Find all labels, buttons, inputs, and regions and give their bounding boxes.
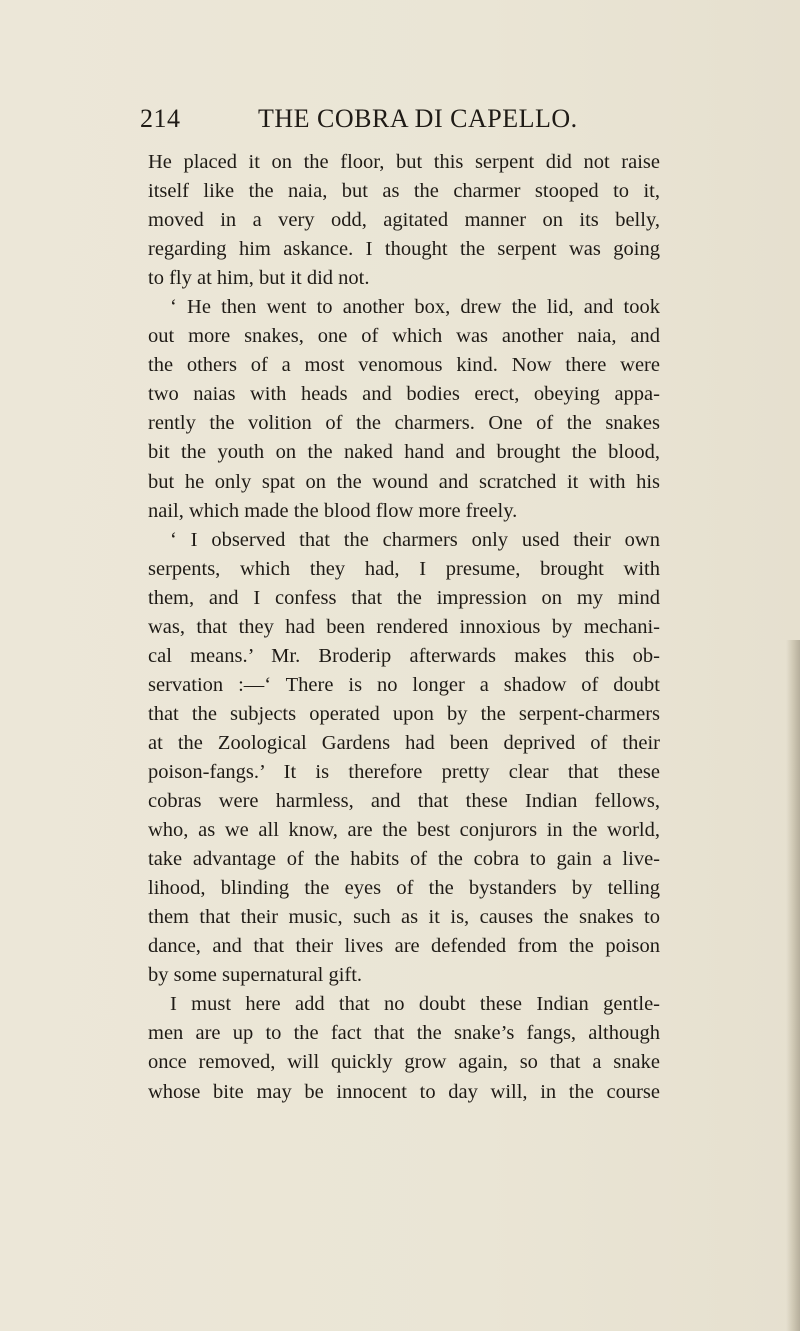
text-line: cobras were harmless, and that these Indian fellows,	[148, 790, 660, 813]
text-line: out more snakes, one of which was another naia, and	[148, 325, 660, 348]
text-line: who, as we all know, are the best conjurors in the world,	[148, 819, 660, 842]
text-line: regarding him askance. I thought the serpent was going	[148, 238, 660, 261]
text-line: but he only spat on the wound and scratched it with his	[148, 470, 660, 493]
text-line: nail, which made the blood flow more freely.	[148, 499, 518, 522]
running-title: THE COBRA DI CAPELLO.	[258, 104, 578, 133]
page-number: 214	[140, 104, 181, 133]
text-line: two naias with heads and bodies erect, obeying appa-	[148, 383, 660, 406]
text-line: I must here add that no doubt these Indian gentle-	[170, 993, 660, 1016]
text-line: cal means.’ Mr. Broderip afterwards makes this ob-	[148, 644, 660, 667]
page-header	[140, 104, 660, 138]
text-line: moved in a very odd, agitated manner on its belly,	[148, 209, 660, 232]
text-line: bit the youth on the naked hand and brought the blood,	[148, 441, 660, 464]
page-edge-shadow	[786, 640, 800, 1331]
text-line: ‘ I observed that the charmers only used their own	[170, 528, 660, 551]
text-line: that the subjects operated upon by the serpent-charmers	[148, 702, 660, 725]
text-line: itself like the naia, but as the charmer stooped to it,	[148, 180, 660, 203]
text-line: take advantage of the habits of the cobra to gain a live-	[148, 848, 660, 871]
text-line: men are up to the fact that the snake’s fangs, although	[148, 1022, 660, 1045]
text-line: once removed, will quickly grow again, so that a snake	[148, 1051, 660, 1074]
text-line: servation :—‘ There is no longer a shadow of doubt	[148, 673, 660, 696]
text-line: at the Zoological Gardens had been deprived of their	[148, 731, 660, 754]
text-line: to fly at him, but it did not.	[148, 267, 370, 290]
text-line: poison-fangs.’ It is therefore pretty clear that these	[148, 760, 660, 783]
text-line: He placed it on the floor, but this serpent did not raise	[148, 151, 660, 173]
text-line: the others of a most venomous kind. Now there were	[148, 354, 660, 377]
text-line: them that their music, such as it is, causes the snakes to	[148, 906, 660, 929]
text-line: was, that they had been rendered innoxious by mechani-	[148, 615, 660, 638]
text-line: whose bite may be innocent to day will, in the course	[148, 1080, 660, 1103]
text-line: by some supernatural gift.	[148, 964, 363, 987]
text-line: serpents, which they had, I presume, brought with	[148, 557, 660, 580]
text-line: rently the volition of the charmers. One of the snakes	[148, 412, 660, 435]
text-line: lihood, blinding the eyes of the bystanders by telling	[148, 877, 660, 900]
text-line: them, and I confess that the impression on my mind	[148, 586, 660, 609]
text-line: dance, and that their lives are defended from the poison	[148, 935, 660, 958]
text-line: ‘ He then went to another box, drew the lid, and took	[170, 296, 660, 319]
body-text	[148, 148, 660, 1107]
